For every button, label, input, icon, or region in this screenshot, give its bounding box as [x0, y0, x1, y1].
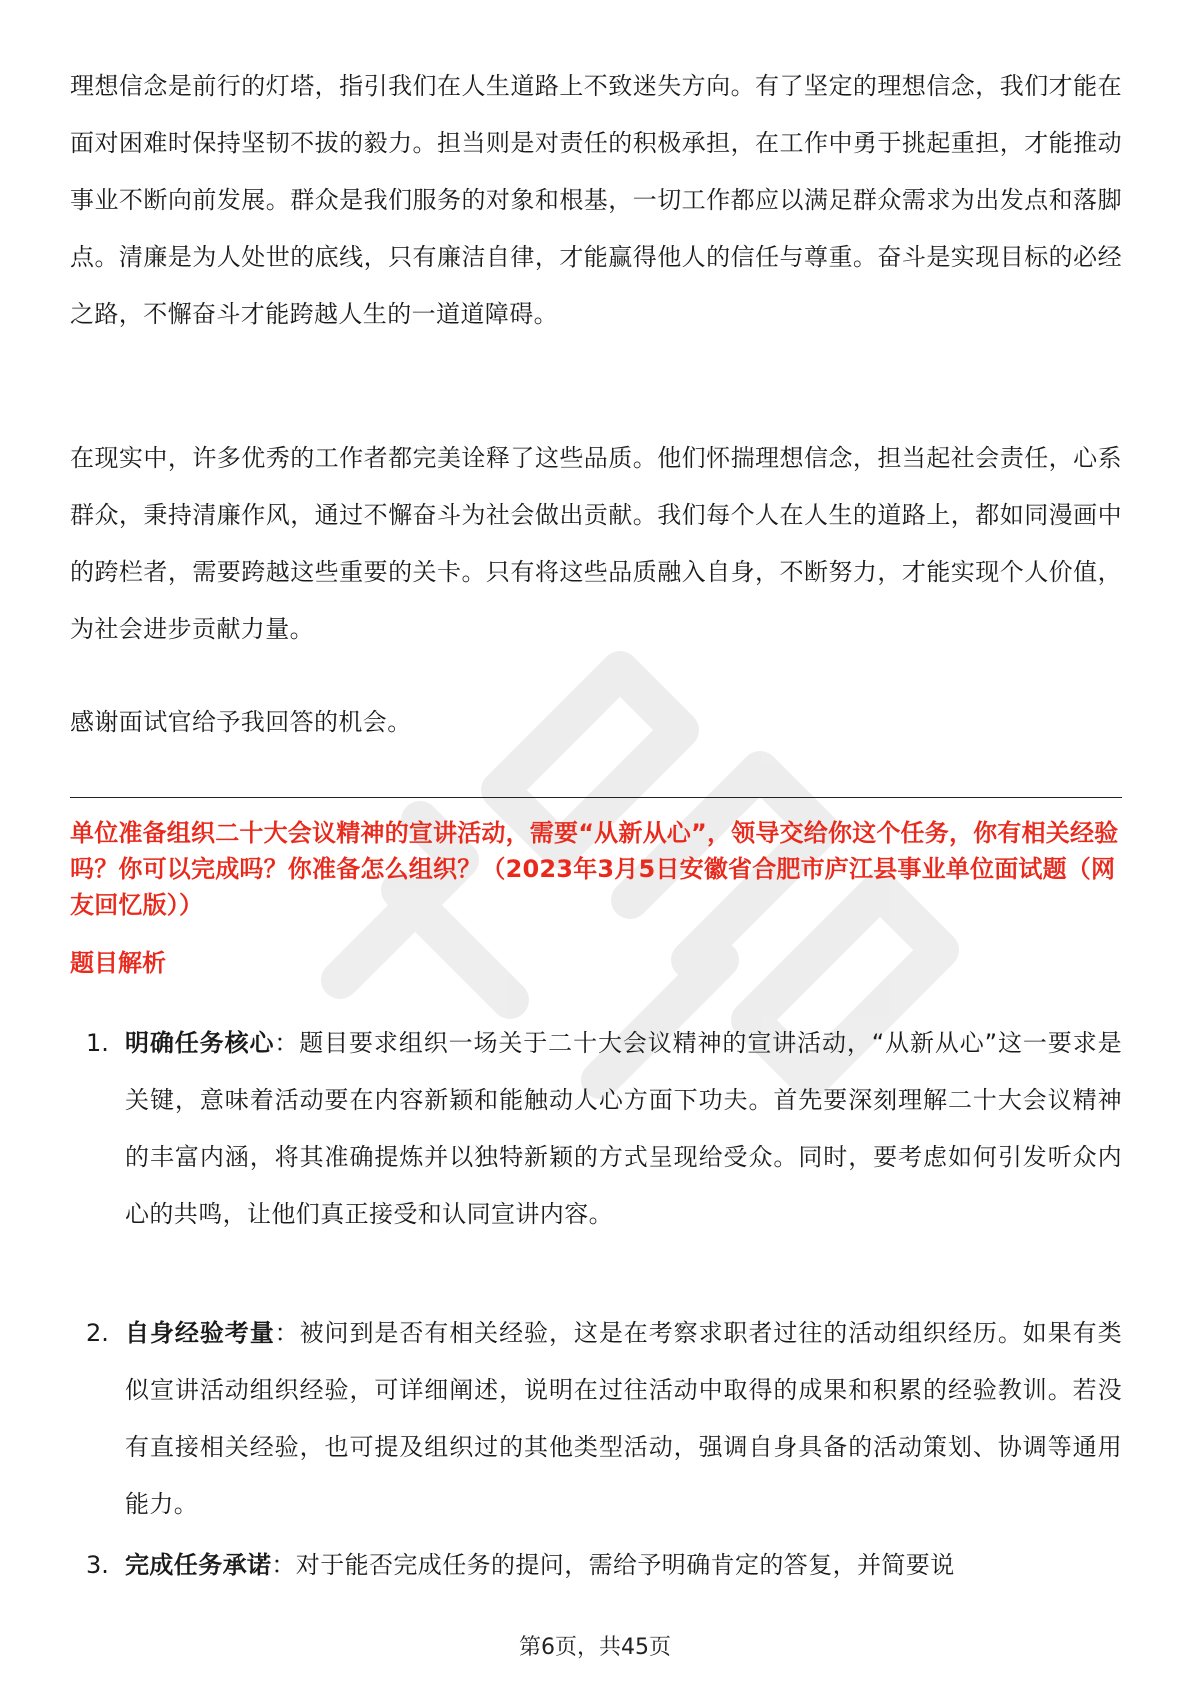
list-item-term: 自身经验考量 — [125, 1319, 275, 1347]
list-number: 1. — [86, 1029, 109, 1057]
list-item-term: 明确任务核心 — [125, 1029, 275, 1057]
analysis-list-item — [86, 1015, 1122, 1243]
list-item-text: ：对于能否完成任务的提问，需给予明确肯定的答复，并简要说 — [271, 1551, 955, 1579]
page-number-footer: 第6页，共45页 — [519, 1635, 671, 1660]
answer-paragraph-2: 在现实中，许多优秀的工作者都完美诠释了这些品质。他们怀揣理想信念，担当起社会责任，心系群众，秉持清廉作风，通过不懈奋斗为社会做出贡献。我们每个人在人生的道路上，都如同漫画中的跨栏者，需要跨越这些重要的关卡。只有将这些品质融入自身，不断努力，才能实现个人价值，为社会进步贡献力量。 — [70, 444, 1122, 643]
closing-paragraph: 感谢面试官给予我回答的机会。 — [70, 708, 412, 736]
list-number: 2. — [86, 1319, 109, 1347]
list-item-term: 完成任务承诺 — [125, 1551, 272, 1579]
section-divider — [70, 797, 1122, 798]
answer-paragraph-1: 理想信念是前行的灯塔，指引我们在人生道路上不致迷失方向。有了坚定的理想信念，我们才能在面对困难时保持坚韧不拔的毅力。担当则是对责任的积极承担，在工作中勇于挑起重担，才能推动事业不断向前发展。群众是我们服务的对象和根基，一切工作都应以满足群众需求为出发点和落脚点。清廉是为人处世的底线，只有廉洁自律，才能赢得他人的信任与尊重。奋斗是实现目标的必经之路，不懈奋斗才能跨越人生的一道道障碍。 — [70, 72, 1122, 328]
list-number: 3. — [86, 1551, 109, 1579]
list-item-body — [125, 1305, 1122, 1533]
analysis-heading: 题目解析 — [70, 949, 166, 977]
analysis-list-item — [86, 1305, 1122, 1533]
list-item-text: ：被问到是否有相关经验，这是在考察求职者过往的活动组织经历。如果有类似宣讲活动组织经验，可详细阐述，说明在过往活动中取得的成果和积累的经验教训。若没有直接相关经验，也可提及组织过的其他类型活动，强调自身具备的活动策划、协调等通用能力。 — [125, 1319, 1122, 1518]
interview-question: 单位准备组织二十大会议精神的宣讲活动，需要“从新从心”，领导交给你这个任务，你有相关经验吗？你可以完成吗？你准备怎么组织？（2023年3月5日安徽省合肥市庐江县事业单位面试题（网友回忆版）） — [70, 819, 1119, 919]
analysis-list-item — [86, 1537, 1122, 1594]
list-item-text: ：题目要求组织一场关于二十大会议精神的宣讲活动，“从新从心”这一要求是关键，意味着活动要在内容新颖和能触动人心方面下功夫。首先要深刻理解二十大会议精神的丰富内涵，将其准确提炼并以独特新颖的方式呈现给受众。同时，要考虑如何引发听众内心的共鸣，让他们真正接受和认同宣讲内容。 — [125, 1029, 1122, 1228]
list-item-body — [125, 1537, 1122, 1594]
list-item-body — [125, 1015, 1122, 1243]
